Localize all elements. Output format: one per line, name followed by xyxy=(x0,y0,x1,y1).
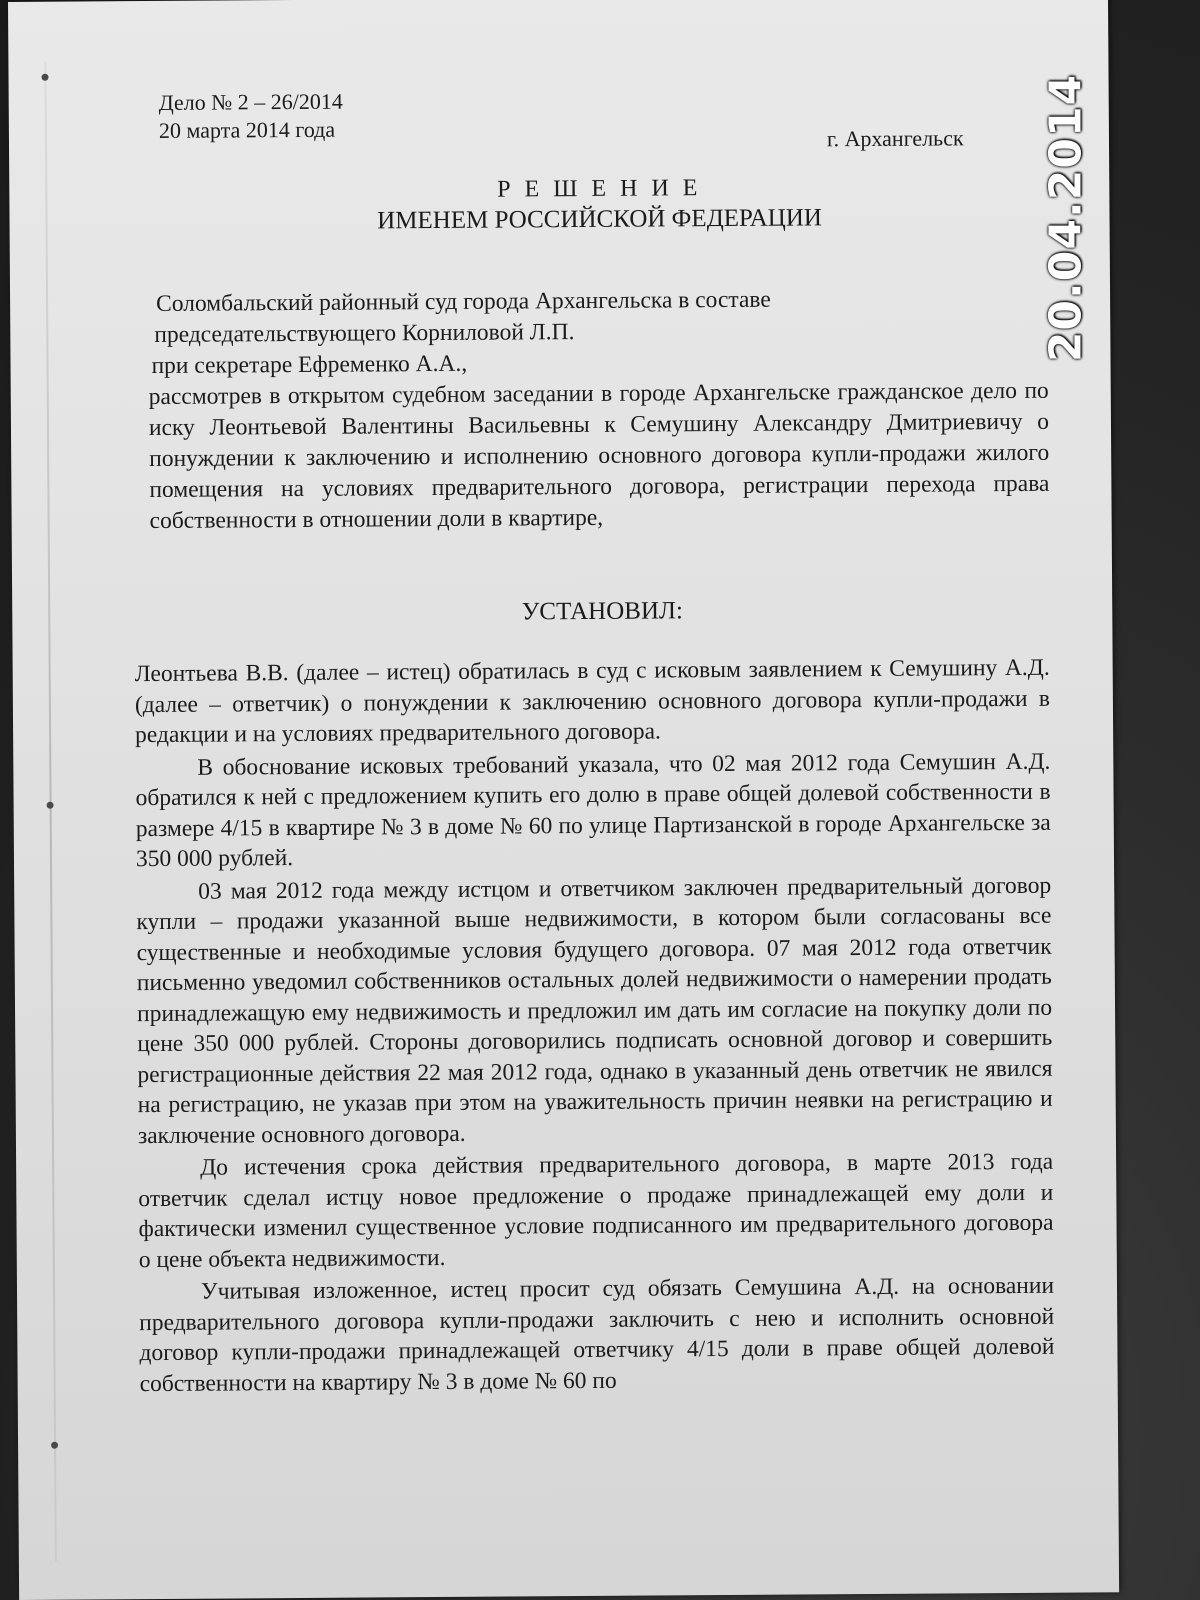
decision-body xyxy=(135,653,1055,1401)
document-page xyxy=(8,0,1119,1600)
case-number: Дело № 2 – 26/2014 xyxy=(158,88,343,115)
case-header xyxy=(159,88,344,145)
date-stamp-text: 20.04.2014 xyxy=(1040,73,1092,363)
staple-hole xyxy=(51,1442,58,1449)
court-composition xyxy=(148,283,1050,537)
decision-date: 20 марта 2014 года xyxy=(158,116,336,143)
secretary-line: при секретаре Ефременко А.А., xyxy=(151,350,468,380)
paragraph: В обоснование исковых требований указала, что 02 мая 2012 года Семушин А.Д. обратился к ней с предложением купить его долю в праве общей долевой собственности в размере 4/15 в квартире № 3 в доме № 60 по улице Партизанской в городе Архангельске за 350 000 рублей. xyxy=(135,748,1051,873)
photo-date-stamp xyxy=(1034,58,1098,378)
presiding-judge-line: председательствующего Корниловой Л.П. xyxy=(154,319,575,348)
document-subtitle: ИМЕНЕМ РОССИЙСКОЙ ФЕДЕРАЦИИ xyxy=(377,204,822,235)
paragraph: До истечения срока действия предварительного договора, в марте 2013 года ответчик сделал истцу новое предложение о продаже принадлежащей ему доли и фактически изменил существенное условие подписанного им предварительного договора о цене объекта недвижимости. xyxy=(138,1148,1054,1273)
paragraph: Леонтьева В.В. (далее – истец) обратилась в суд с исковым заявлением к Семушину А.Д. (далее – ответчик) о понуждении к заключению основного договора купли-продажи в редакции и на условиях предварительного договора. xyxy=(134,654,1050,749)
page-fold-line xyxy=(44,62,56,1562)
case-description: рассмотрев в открытом судебном заседании в городе Архангельске гражданское дело по иску Леонтьевой Валентины Васильевны к Семушину Александру Дмитриевичу о понуждении к заключению и исполнению основного договора купли-продажи жилого помещения на условиях предварительного договора, регистрации перехода права собственности в отношении доли в квартире, xyxy=(148,377,1050,535)
city-name: г. Архангельск xyxy=(826,125,964,152)
staple-hole xyxy=(47,802,54,809)
paragraph: Учитывая изложенное, истец просит суд обязать Семушина А.Д. на основании предварительного договора купли-продажи заключить с нею и исполнить основной договор купли-продажи принадлежащей ответчику 4/15 доли в праве общей долевой собственности на квартиру № 3 в доме № 60 по xyxy=(139,1272,1055,1397)
document-title: Р Е Ш Е Н И Е xyxy=(497,175,702,203)
section-heading: УСТАНОВИЛ: xyxy=(521,597,683,626)
staple-hole xyxy=(42,74,49,81)
paragraph: 03 мая 2012 года между истцом и ответчиком заключен предварительный договор купли – продажи указанной выше недвижимости, в котором были согласованы все существенные и необходимые условия будущего договора. 07 мая 2012 года ответчик письменно уведомил собственников остальных долей недвижимости о намерении продать принадлежащую ему недвижимость и предложил им дать им согласие на покупку доли по цене 350 000 рублей. Стороны договорились подписать основной договор и совершить регистрационные действия 22 мая 2012 года, однако в указанный день ответчик не явился на регистрацию, не указав при этом на уважительность причин неявки на регистрацию и заключение основного договора. xyxy=(136,872,1053,1149)
court-line: Соломбальский районный суд города Архангельска в составе xyxy=(156,286,771,317)
